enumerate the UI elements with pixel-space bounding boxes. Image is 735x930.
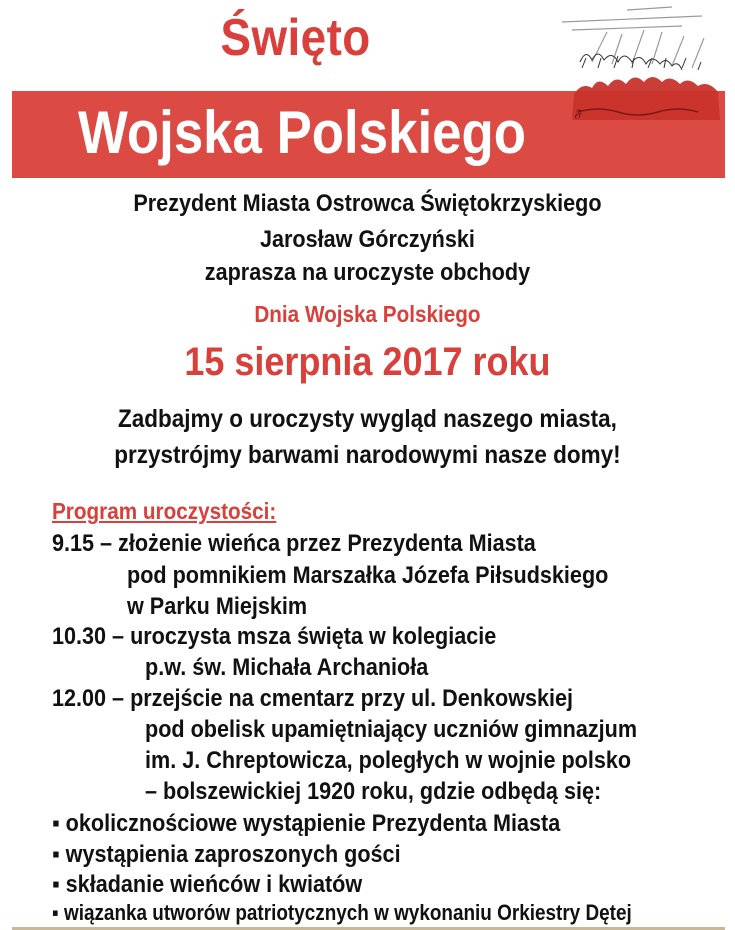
invitation-host: Prezydent Miasta Ostrowca Świętokrzyskiego xyxy=(133,190,602,217)
bullet-marker: ▪ xyxy=(52,810,66,837)
program-item-detail: im. J. Chreptowicza, poległych w wojnie polsko xyxy=(145,747,632,774)
program-bullet xyxy=(52,810,560,838)
soldiers-flag-illustration xyxy=(552,2,728,128)
program-item-time: 10.30 – uroczysta msza święta w kolegiacie xyxy=(52,623,497,650)
program-item-detail: pod obelisk upamiętniający uczniów gimnazjum xyxy=(145,716,638,743)
program-item-detail: – bolszewickiej 1920 roku, gdzie odbędą się: xyxy=(145,778,602,805)
program-title: Program uroczystości: xyxy=(52,498,277,524)
appeal-line-1: Zadbajmy o uroczysty wygląd naszego miasta, xyxy=(117,405,617,433)
program-item-detail: w Parku Miejskim xyxy=(127,593,308,620)
svg-text:𝔉: 𝔉 xyxy=(574,107,581,120)
program-item-time: 12.00 – przejście na cmentarz przy ul. Denkowskiej xyxy=(52,685,574,712)
program-item-detail: pod pomnikiem Marszałka Józefa Piłsudskiego xyxy=(127,562,609,589)
title-swieto: Święto xyxy=(220,9,371,67)
bullet-marker: ▪ xyxy=(52,871,66,898)
invitation-name: Jarosław Górczyński xyxy=(259,226,475,253)
event-date: 15 sierpnia 2017 roku xyxy=(184,340,551,384)
program-bullet xyxy=(52,900,632,926)
bullet-text: okolicznościowe wystąpienie Prezydenta Miasta xyxy=(65,810,561,837)
invitation-occasion: Dnia Wojska Polskiego xyxy=(254,301,481,327)
invitation-invites: zaprasza na uroczyste obchody xyxy=(204,259,531,286)
bullet-text: wiązanka utworów patriotycznych w wykonaniu Orkiestry Dętej xyxy=(63,900,632,925)
program-item-detail: p.w. św. Michała Archanioła xyxy=(145,654,429,681)
program-bullet xyxy=(52,841,401,869)
title-wojska-polskiego: Wojska Polskiego xyxy=(78,99,526,166)
bullet-text: wystąpienia zaproszonych gości xyxy=(65,841,401,868)
program-bullet xyxy=(52,871,362,899)
program-item-time: 9.15 – złożenie wieńca przez Prezydenta Miasta xyxy=(52,530,536,557)
appeal-line-2: przystrójmy barwami narodowymi nasze domy! xyxy=(114,441,621,469)
bullet-marker: ▪ xyxy=(52,841,66,868)
bullet-marker: ▪ xyxy=(52,900,64,925)
bullet-text: składanie wieńców i kwiatów xyxy=(65,871,363,898)
